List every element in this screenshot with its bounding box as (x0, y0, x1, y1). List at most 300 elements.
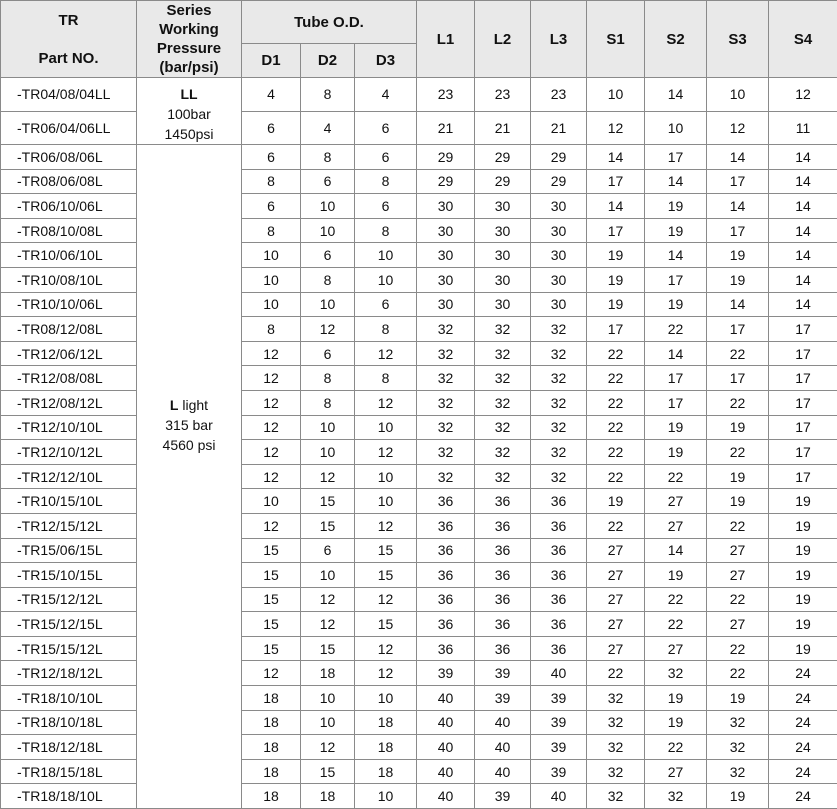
value-cell: 22 (587, 415, 645, 440)
value-cell: 32 (417, 390, 475, 415)
value-cell: 8 (301, 145, 355, 170)
table-row (1, 636, 837, 661)
value-cell: 14 (645, 538, 707, 563)
series-psi: 4560 psi (163, 437, 216, 453)
value-cell: 4 (301, 111, 355, 145)
value-cell: 32 (531, 390, 587, 415)
table-row (1, 784, 837, 809)
value-cell: 10 (301, 686, 355, 711)
value-cell: 32 (645, 661, 707, 686)
value-cell: 14 (769, 194, 837, 219)
value-cell: 12 (242, 366, 301, 391)
value-cell: 22 (707, 440, 769, 465)
table-row (1, 78, 837, 112)
value-cell: 14 (769, 267, 837, 292)
value-cell: 6 (301, 243, 355, 268)
value-cell: 17 (769, 317, 837, 342)
value-cell: 36 (531, 612, 587, 637)
table-row (1, 489, 837, 514)
value-cell: 36 (475, 612, 531, 637)
value-cell: 39 (475, 661, 531, 686)
value-cell: 22 (587, 366, 645, 391)
value-cell: 18 (301, 661, 355, 686)
value-cell: 22 (707, 341, 769, 366)
value-cell: 32 (475, 390, 531, 415)
value-cell: 15 (355, 563, 417, 588)
value-cell: 32 (475, 366, 531, 391)
col-header-l1: L1 (417, 1, 475, 78)
value-cell: 32 (417, 415, 475, 440)
series-cell-l (137, 145, 242, 809)
value-cell: 36 (475, 513, 531, 538)
value-cell: 15 (242, 612, 301, 637)
part-number-cell: -TR12/08/08L (1, 366, 137, 391)
value-cell: 14 (587, 145, 645, 170)
part-number-cell: -TR10/06/10L (1, 243, 137, 268)
value-cell: 17 (645, 366, 707, 391)
value-cell: 30 (475, 292, 531, 317)
table-row (1, 218, 837, 243)
value-cell: 10 (645, 111, 707, 145)
table-row (1, 735, 837, 760)
value-cell: 24 (769, 784, 837, 809)
part-number-cell: -TR06/08/06L (1, 145, 137, 170)
value-cell: 27 (587, 612, 645, 637)
value-cell: 36 (417, 636, 475, 661)
value-cell: 21 (531, 111, 587, 145)
value-cell: 39 (531, 759, 587, 784)
value-cell: 6 (355, 145, 417, 170)
value-cell: 30 (531, 194, 587, 219)
value-cell: 23 (417, 78, 475, 112)
value-cell: 14 (769, 169, 837, 194)
value-cell: 15 (242, 636, 301, 661)
value-cell: 17 (645, 390, 707, 415)
series-suffix: light (178, 397, 208, 413)
value-cell: 32 (475, 440, 531, 465)
value-cell: 8 (355, 169, 417, 194)
value-cell: 27 (587, 587, 645, 612)
value-cell: 36 (531, 489, 587, 514)
table-row (1, 587, 837, 612)
value-cell: 32 (531, 341, 587, 366)
value-cell: 6 (242, 111, 301, 145)
value-cell: 14 (645, 243, 707, 268)
value-cell: 12 (242, 390, 301, 415)
value-cell: 18 (242, 784, 301, 809)
value-cell: 40 (417, 759, 475, 784)
value-cell: 27 (645, 636, 707, 661)
value-cell: 32 (417, 317, 475, 342)
value-cell: 15 (242, 538, 301, 563)
value-cell: 12 (242, 415, 301, 440)
value-cell: 10 (301, 292, 355, 317)
value-cell: 22 (707, 390, 769, 415)
value-cell: 15 (301, 759, 355, 784)
value-cell: 40 (417, 735, 475, 760)
part-number-cell: -TR15/12/15L (1, 612, 137, 637)
table-row (1, 563, 837, 588)
value-cell: 18 (242, 710, 301, 735)
series-name: LL (180, 86, 197, 102)
value-cell: 6 (301, 169, 355, 194)
table-row (1, 267, 837, 292)
value-cell: 15 (355, 612, 417, 637)
value-cell: 18 (301, 784, 355, 809)
value-cell: 32 (587, 710, 645, 735)
value-cell: 19 (707, 267, 769, 292)
value-cell: 8 (242, 169, 301, 194)
value-cell: 17 (769, 341, 837, 366)
value-cell: 19 (587, 243, 645, 268)
value-cell: 18 (242, 686, 301, 711)
value-cell: 17 (707, 317, 769, 342)
value-cell: 12 (301, 735, 355, 760)
table-row (1, 415, 837, 440)
value-cell: 30 (417, 194, 475, 219)
value-cell: 32 (417, 341, 475, 366)
value-cell: 19 (587, 267, 645, 292)
value-cell: 27 (587, 563, 645, 588)
value-cell: 14 (707, 194, 769, 219)
series-cell-ll (137, 78, 242, 145)
value-cell: 8 (301, 390, 355, 415)
part-number-cell: -TR15/15/12L (1, 636, 137, 661)
value-cell: 8 (301, 78, 355, 112)
table-row (1, 341, 837, 366)
value-cell: 17 (707, 218, 769, 243)
value-cell: 22 (707, 661, 769, 686)
value-cell: 19 (645, 292, 707, 317)
value-cell: 6 (242, 194, 301, 219)
value-cell: 12 (242, 341, 301, 366)
value-cell: 32 (417, 464, 475, 489)
value-cell: 30 (531, 292, 587, 317)
value-cell: 12 (242, 661, 301, 686)
part-number-cell: -TR08/12/08L (1, 317, 137, 342)
table-row (1, 390, 837, 415)
value-cell: 36 (417, 563, 475, 588)
value-cell: 39 (417, 661, 475, 686)
value-cell: 29 (417, 169, 475, 194)
value-cell: 30 (475, 194, 531, 219)
value-cell: 36 (531, 636, 587, 661)
table-row (1, 759, 837, 784)
table-row (1, 464, 837, 489)
value-cell: 39 (475, 784, 531, 809)
col-header-l3: L3 (531, 1, 587, 78)
value-cell: 14 (587, 194, 645, 219)
value-cell: 12 (587, 111, 645, 145)
value-cell: 32 (707, 710, 769, 735)
value-cell: 18 (355, 759, 417, 784)
table-row (1, 440, 837, 465)
col-header-s1: S1 (587, 1, 645, 78)
value-cell: 10 (301, 710, 355, 735)
part-number-cell: -TR08/06/08L (1, 169, 137, 194)
part-number-cell: -TR12/15/12L (1, 513, 137, 538)
part-number-cell: -TR12/12/10L (1, 464, 137, 489)
value-cell: 19 (645, 563, 707, 588)
value-cell: 10 (301, 415, 355, 440)
value-cell: 32 (587, 735, 645, 760)
value-cell: 15 (242, 563, 301, 588)
value-cell: 17 (707, 169, 769, 194)
value-cell: 19 (769, 612, 837, 637)
value-cell: 22 (645, 317, 707, 342)
part-number-cell: -TR10/10/06L (1, 292, 137, 317)
value-cell: 21 (417, 111, 475, 145)
value-cell: 29 (475, 145, 531, 170)
table-row (1, 661, 837, 686)
series-bar: 100bar (167, 106, 211, 122)
table-row (1, 612, 837, 637)
value-cell: 10 (355, 243, 417, 268)
value-cell: 22 (587, 464, 645, 489)
value-cell: 32 (587, 686, 645, 711)
value-cell: 19 (707, 489, 769, 514)
value-cell: 12 (301, 612, 355, 637)
value-cell: 18 (355, 735, 417, 760)
part-number-cell: -TR04/08/04LL (1, 78, 137, 112)
value-cell: 19 (707, 686, 769, 711)
value-cell: 30 (417, 267, 475, 292)
col-header-s3: S3 (707, 1, 769, 78)
value-cell: 22 (707, 587, 769, 612)
value-cell: 27 (587, 538, 645, 563)
value-cell: 12 (301, 464, 355, 489)
part-number-cell: -TR10/08/10L (1, 267, 137, 292)
table-row (1, 194, 837, 219)
part-number-cell: -TR06/10/06L (1, 194, 137, 219)
value-cell: 6 (355, 292, 417, 317)
value-cell: 30 (475, 243, 531, 268)
value-cell: 39 (475, 686, 531, 711)
value-cell: 14 (769, 292, 837, 317)
value-cell: 19 (645, 194, 707, 219)
series-name: L (170, 397, 179, 413)
value-cell: 4 (355, 78, 417, 112)
value-cell: 10 (355, 489, 417, 514)
value-cell: 36 (531, 513, 587, 538)
value-cell: 6 (301, 538, 355, 563)
value-cell: 24 (769, 710, 837, 735)
value-cell: 40 (417, 784, 475, 809)
value-cell: 32 (531, 415, 587, 440)
value-cell: 14 (769, 243, 837, 268)
value-cell: 24 (769, 759, 837, 784)
value-cell: 8 (301, 267, 355, 292)
value-cell: 27 (707, 563, 769, 588)
value-cell: 22 (645, 612, 707, 637)
value-cell: 36 (531, 587, 587, 612)
value-cell: 6 (355, 111, 417, 145)
value-cell: 30 (475, 267, 531, 292)
value-cell: 19 (769, 489, 837, 514)
series-pressure-header: Series Working Pressure (bar/psi) (137, 1, 242, 78)
series-bar: 315 bar (165, 417, 212, 433)
value-cell: 6 (301, 341, 355, 366)
value-cell: 6 (355, 194, 417, 219)
value-cell: 32 (707, 735, 769, 760)
part-number-cell: -TR18/10/18L (1, 710, 137, 735)
value-cell: 36 (417, 612, 475, 637)
value-cell: 32 (531, 464, 587, 489)
value-cell: 12 (769, 78, 837, 112)
value-cell: 12 (355, 440, 417, 465)
value-cell: 15 (301, 489, 355, 514)
value-cell: 29 (531, 145, 587, 170)
value-cell: 29 (475, 169, 531, 194)
table-row (1, 292, 837, 317)
value-cell: 8 (242, 218, 301, 243)
value-cell: 36 (531, 563, 587, 588)
part-number-cell: -TR18/15/18L (1, 759, 137, 784)
value-cell: 32 (417, 366, 475, 391)
tube-od-header: Tube O.D. (242, 1, 417, 44)
part-number-cell: -TR15/06/15L (1, 538, 137, 563)
value-cell: 10 (301, 194, 355, 219)
value-cell: 30 (417, 292, 475, 317)
value-cell: 12 (242, 513, 301, 538)
value-cell: 24 (769, 735, 837, 760)
value-cell: 30 (531, 243, 587, 268)
value-cell: 10 (355, 464, 417, 489)
value-cell: 22 (707, 513, 769, 538)
value-cell: 36 (475, 587, 531, 612)
value-cell: 19 (707, 243, 769, 268)
col-header-d1: D1 (242, 44, 301, 78)
value-cell: 12 (301, 317, 355, 342)
value-cell: 36 (531, 538, 587, 563)
value-cell: 10 (355, 415, 417, 440)
value-cell: 12 (355, 341, 417, 366)
value-cell: 17 (707, 366, 769, 391)
value-cell: 32 (475, 317, 531, 342)
value-cell: 22 (587, 390, 645, 415)
part-number-cell: -TR12/18/12L (1, 661, 137, 686)
value-cell: 19 (645, 415, 707, 440)
value-cell: 18 (355, 710, 417, 735)
value-cell: 10 (242, 267, 301, 292)
value-cell: 36 (475, 563, 531, 588)
value-cell: 14 (645, 341, 707, 366)
value-cell: 17 (645, 145, 707, 170)
table-row (1, 513, 837, 538)
value-cell: 23 (531, 78, 587, 112)
value-cell: 8 (355, 366, 417, 391)
value-cell: 22 (707, 636, 769, 661)
series-psi: 1450psi (164, 126, 213, 142)
value-cell: 32 (531, 366, 587, 391)
value-cell: 32 (531, 317, 587, 342)
value-cell: 30 (531, 218, 587, 243)
value-cell: 30 (531, 267, 587, 292)
table-row (1, 366, 837, 391)
value-cell: 10 (242, 243, 301, 268)
value-cell: 36 (475, 489, 531, 514)
value-cell: 36 (475, 636, 531, 661)
part-number-cell: -TR15/12/12L (1, 587, 137, 612)
value-cell: 29 (417, 145, 475, 170)
value-cell: 22 (645, 735, 707, 760)
value-cell: 32 (475, 464, 531, 489)
value-cell: 40 (475, 735, 531, 760)
value-cell: 23 (475, 78, 531, 112)
value-cell: 8 (242, 317, 301, 342)
value-cell: 15 (355, 538, 417, 563)
part-number-cell: -TR12/10/12L (1, 440, 137, 465)
value-cell: 14 (769, 218, 837, 243)
value-cell: 17 (769, 390, 837, 415)
value-cell: 12 (707, 111, 769, 145)
value-cell: 15 (242, 587, 301, 612)
value-cell: 39 (531, 710, 587, 735)
value-cell: 36 (417, 538, 475, 563)
value-cell: 40 (475, 759, 531, 784)
value-cell: 8 (355, 218, 417, 243)
value-cell: 19 (587, 292, 645, 317)
table-body (1, 78, 837, 809)
value-cell: 10 (301, 440, 355, 465)
value-cell: 22 (587, 341, 645, 366)
part-number-cell: -TR18/18/10L (1, 784, 137, 809)
value-cell: 22 (645, 464, 707, 489)
part-number-cell: -TR12/08/12L (1, 390, 137, 415)
value-cell: 32 (475, 341, 531, 366)
value-cell: 30 (417, 218, 475, 243)
value-cell: 15 (301, 636, 355, 661)
table-row (1, 243, 837, 268)
value-cell: 19 (707, 415, 769, 440)
value-cell: 19 (769, 513, 837, 538)
value-cell: 17 (769, 366, 837, 391)
value-cell: 30 (475, 218, 531, 243)
value-cell: 14 (707, 292, 769, 317)
value-cell: 17 (587, 317, 645, 342)
value-cell: 40 (531, 661, 587, 686)
value-cell: 17 (587, 218, 645, 243)
value-cell: 19 (645, 686, 707, 711)
table-row (1, 169, 837, 194)
value-cell: 30 (417, 243, 475, 268)
value-cell: 21 (475, 111, 531, 145)
value-cell: 32 (645, 784, 707, 809)
value-cell: 32 (707, 759, 769, 784)
value-cell: 19 (587, 489, 645, 514)
value-cell: 19 (769, 587, 837, 612)
value-cell: 10 (587, 78, 645, 112)
value-cell: 40 (475, 710, 531, 735)
value-cell: 8 (355, 317, 417, 342)
value-cell: 10 (355, 784, 417, 809)
value-cell: 17 (769, 440, 837, 465)
value-cell: 10 (301, 563, 355, 588)
value-cell: 40 (531, 784, 587, 809)
value-cell: 12 (355, 587, 417, 612)
value-cell: 22 (587, 661, 645, 686)
value-cell: 10 (242, 292, 301, 317)
value-cell: 17 (645, 267, 707, 292)
part-number-cell: -TR12/10/10L (1, 415, 137, 440)
part-number-cell: -TR15/10/15L (1, 563, 137, 588)
col-header-d2: D2 (301, 44, 355, 78)
value-cell: 10 (355, 267, 417, 292)
value-cell: 40 (417, 686, 475, 711)
value-cell: 12 (242, 440, 301, 465)
value-cell: 8 (301, 366, 355, 391)
value-cell: 12 (355, 513, 417, 538)
